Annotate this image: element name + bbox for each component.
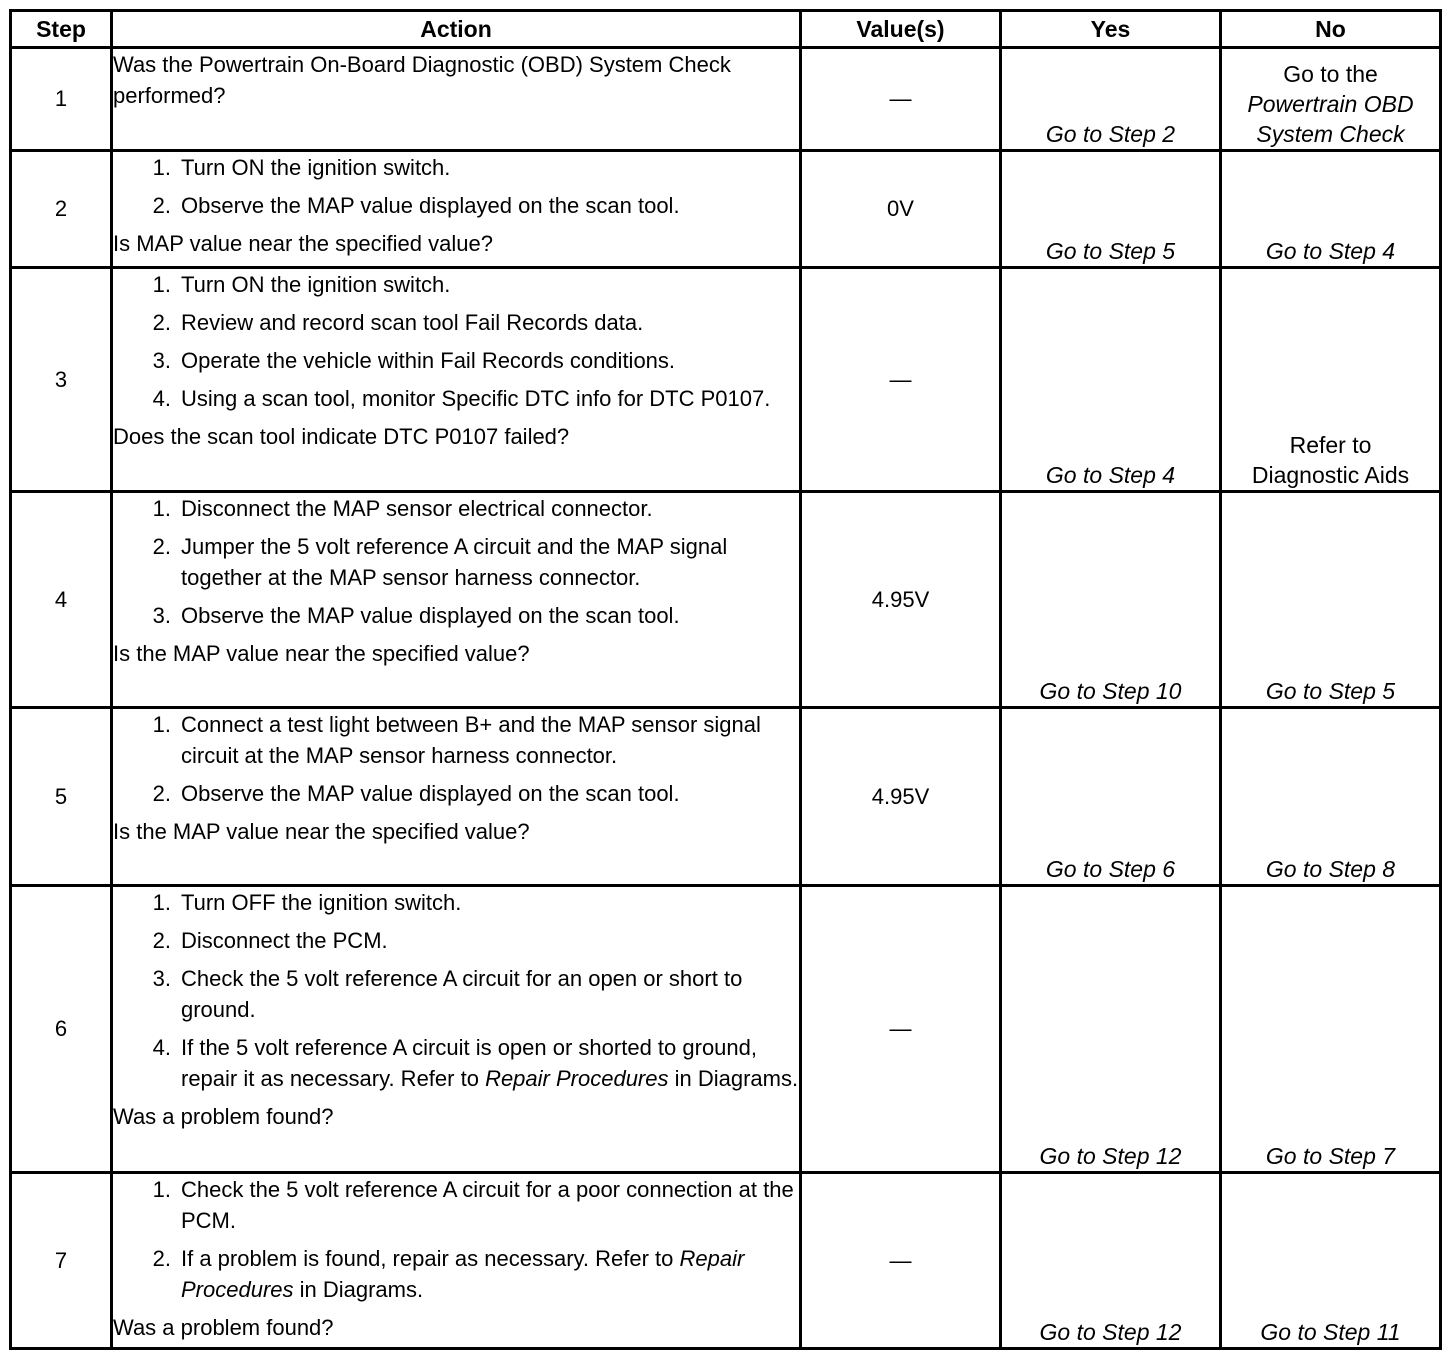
table-row bbox=[11, 886, 1441, 1173]
action-step: 3. Operate the vehicle within Fail Records conditions. bbox=[152, 348, 676, 373]
table-row bbox=[11, 492, 1441, 708]
action-steps bbox=[113, 1174, 799, 1305]
action-question: Is MAP value near the specified value? bbox=[113, 231, 493, 256]
action-steps bbox=[113, 709, 799, 809]
table-row bbox=[11, 48, 1441, 151]
value-cell: 4.95V bbox=[801, 492, 1001, 708]
value-cell: 4.95V bbox=[801, 708, 1001, 886]
action-cell bbox=[112, 268, 801, 492]
yes-cell: Go to Step 5 bbox=[1001, 151, 1221, 268]
action-step: 2. Observe the MAP value displayed on the scan tool. bbox=[152, 193, 680, 218]
action-step: 1. Turn ON the ignition switch. bbox=[152, 272, 451, 297]
value-cell: 0V bbox=[801, 151, 1001, 268]
no-cell bbox=[1221, 48, 1441, 151]
action-steps bbox=[113, 152, 799, 221]
yes-cell: Go to Step 2 bbox=[1001, 48, 1221, 151]
value-cell: — bbox=[801, 1173, 1001, 1349]
action-step: 3. Observe the MAP value displayed on the scan tool. bbox=[152, 603, 680, 628]
step-number: 7 bbox=[11, 1173, 112, 1349]
no-cell: Go to Step 7 bbox=[1221, 886, 1441, 1173]
table-row bbox=[11, 151, 1441, 268]
header-step: Step bbox=[11, 11, 112, 48]
action-steps bbox=[113, 269, 799, 414]
action-cell bbox=[112, 48, 801, 151]
action-question: Was a problem found? bbox=[113, 1315, 334, 1340]
value-cell: — bbox=[801, 886, 1001, 1173]
action-cell bbox=[112, 708, 801, 886]
step-number: 1 bbox=[11, 48, 112, 151]
repair-procedures-ref: Repair Procedures bbox=[181, 1246, 745, 1302]
action-step: 2. Review and record scan tool Fail Records data. bbox=[152, 310, 644, 335]
step-number: 5 bbox=[11, 708, 112, 886]
table-row bbox=[11, 708, 1441, 886]
table-row bbox=[11, 268, 1441, 492]
action-step: 1. Turn OFF the ignition switch. bbox=[152, 890, 462, 915]
yes-cell: Go to Step 10 bbox=[1001, 492, 1221, 708]
no-cell: Go to Step 4 bbox=[1221, 151, 1441, 268]
diagnostic-table bbox=[9, 9, 1442, 1350]
header-values: Value(s) bbox=[801, 11, 1001, 48]
yes-cell: Go to Step 4 bbox=[1001, 268, 1221, 492]
table-row bbox=[11, 1173, 1441, 1349]
no-prefix: Go to the bbox=[1283, 61, 1378, 87]
value-cell: — bbox=[801, 268, 1001, 492]
action-step: 1. Turn ON the ignition switch. bbox=[152, 155, 451, 180]
action-step: 1. Connect a test light between B+ and the MAP sensor signal circuit at the MAP sensor harness connector. bbox=[152, 712, 761, 768]
action-step: 1. Check the 5 volt reference A circuit for a poor connection at the PCM. bbox=[152, 1177, 794, 1233]
no-cell: Go to Step 8 bbox=[1221, 708, 1441, 886]
value-cell: — bbox=[801, 48, 1001, 151]
no-cell: Go to Step 5 bbox=[1221, 492, 1441, 708]
action-steps bbox=[113, 493, 799, 631]
step-number: 3 bbox=[11, 268, 112, 492]
action-cell bbox=[112, 492, 801, 708]
action-step: 2. If a problem is found, repair as necessary. Refer to Repair Procedures in Diagrams. bbox=[152, 1246, 745, 1302]
action-question: Is the MAP value near the specified value? bbox=[113, 641, 530, 666]
no-cell: Go to Step 11 bbox=[1221, 1173, 1441, 1349]
action-question: Was a problem found? bbox=[113, 1104, 334, 1129]
action-step: 3. Check the 5 volt reference A circuit for an open or short to ground. bbox=[152, 966, 743, 1022]
header-no: No bbox=[1221, 11, 1441, 48]
no-link-obd-check: Powertrain OBD System Check bbox=[1247, 91, 1414, 147]
yes-cell: Go to Step 6 bbox=[1001, 708, 1221, 886]
repair-procedures-ref: Repair Procedures bbox=[485, 1066, 669, 1091]
header-row bbox=[11, 11, 1441, 48]
action-step: 2. Disconnect the PCM. bbox=[152, 928, 388, 953]
action-step: 2. Jumper the 5 volt reference A circuit and the MAP signal together at the MAP sensor harness connector. bbox=[152, 534, 728, 590]
step-number: 2 bbox=[11, 151, 112, 268]
action-step: 1. Disconnect the MAP sensor electrical connector. bbox=[152, 496, 653, 521]
action-cell bbox=[112, 886, 801, 1173]
action-steps bbox=[113, 887, 799, 1094]
header-yes: Yes bbox=[1001, 11, 1221, 48]
action-question: Was the Powertrain On-Board Diagnostic (OBD) System Check performed? bbox=[113, 52, 731, 108]
yes-cell: Go to Step 12 bbox=[1001, 1173, 1221, 1349]
step-number: 4 bbox=[11, 492, 112, 708]
step-number: 6 bbox=[11, 886, 112, 1173]
yes-cell: Go to Step 12 bbox=[1001, 886, 1221, 1173]
action-step: 4. Using a scan tool, monitor Specific DTC info for DTC P0107. bbox=[152, 386, 771, 411]
action-cell bbox=[112, 151, 801, 268]
action-question: Is the MAP value near the specified value? bbox=[113, 819, 530, 844]
action-question: Does the scan tool indicate DTC P0107 failed? bbox=[113, 424, 570, 449]
action-step: 4. If the 5 volt reference A circuit is open or shorted to ground, repair it as necessary. Refer to Repair Procedures in Diagrams. bbox=[152, 1035, 799, 1091]
action-cell bbox=[112, 1173, 801, 1349]
action-step: 2. Observe the MAP value displayed on the scan tool. bbox=[152, 781, 680, 806]
header-action: Action bbox=[112, 11, 801, 48]
no-cell: Refer to Diagnostic Aids bbox=[1221, 268, 1441, 492]
